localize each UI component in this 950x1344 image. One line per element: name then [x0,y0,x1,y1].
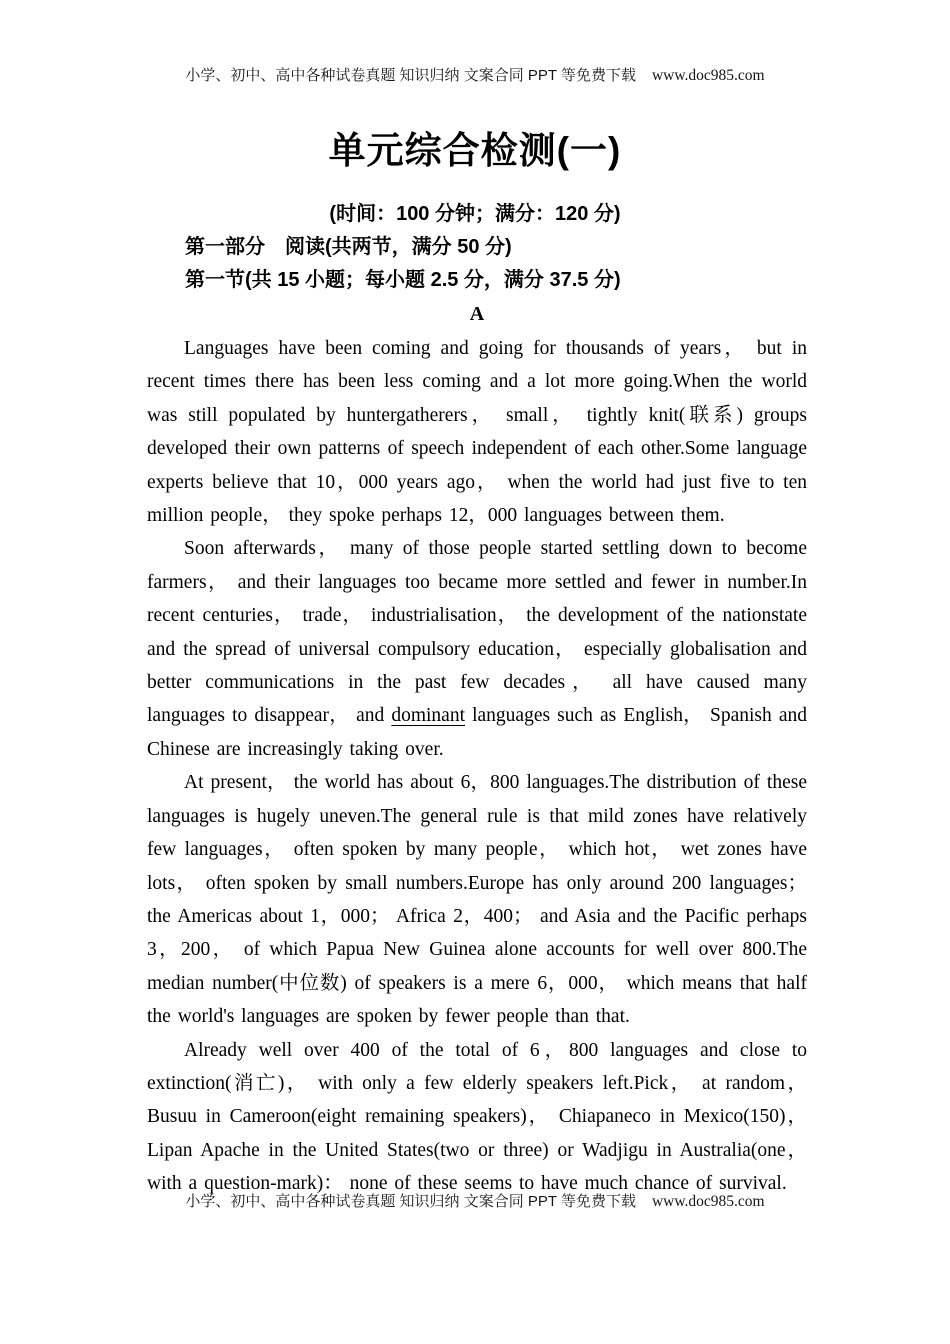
header-notice [0,64,950,85]
footer-notice-text: 小学、初中、高中各种试卷真题 知识归纳 文案合同 PPT 等免费下载 [185,1193,636,1210]
header-site-url: www.doc985.com [651,67,765,84]
passage-paragraph-4: Already well over 400 of the total of 6，800 languages and close to extinction(消亡)， with only a few elderly speakers left.Pick， at random， Busuu in Cameroon(eight remaining speakers)， Chiapaneco in Mexico(150)， Lipan Apache in the United States(two or three) or Wadjigu in Australia(one， with a question-mark)： none of these seems to have much chance of survival. [147,1039,807,1195]
footer-site-url: www.doc985.com [651,1193,765,1210]
part-one-heading: 第一部分 阅读(共两节，满分 50 分) [185,236,512,258]
passage-paragraph-3: At present， the world has about 6，800 languages.The distribution of these languages is hugely uneven.The general rule is that mild zones have relatively few languages， often spoken by many people， which hot， wet zones have lots， often spoken by small numbers.Europe has only around 200 languages； the Americas about 1，000； Africa 2，400； and Asia and the Pacific perhaps 3，200， of which Papua New Guinea alone accounts for well over 800.The median number(中位数) of speakers is a mere 6，000， which means that half the world's languages are spoken by fewer people than that. [147,772,807,1028]
footer-notice [0,1190,950,1211]
passage-paragraph-2: Soon afterwards， many of those people started settling down to become farmers， and their languages too became more settled and fewer in number.In recent centuries， trade， industrialisation， the development of the nationstate and the spread of universal compulsory education， especially globalisation and better communications in the past few decades， all have caused many languages to disappear， and dominant languages such as English， Spanish and Chinese are increasingly taking over. [147,538,807,760]
section-one-heading: 第一节(共 15 小题；每小题 2.5 分，满分 37.5 分) [185,269,621,291]
exam-body [147,231,807,1201]
page-title: 单元综合检测(一) [328,130,622,171]
passage-label-a: A [469,303,485,325]
passage-paragraph-1: Languages have been coming and going for thousands of years， but in recent times there has been less coming and a lot more going.When the world was still populated by huntergatherers， small， tightly knit(联系) groups developed their own patterns of speech independent of each other.Some language experts believe that 10，000 years ago， when the world had just five to ten million people， they spoke perhaps 12，000 languages between them. [147,338,807,527]
exam-time-score-line: (时间：100 分钟；满分：120 分) [329,203,621,225]
header-notice-text: 小学、初中、高中各种试卷真题 知识归纳 文案合同 PPT 等免费下载 [185,67,636,84]
